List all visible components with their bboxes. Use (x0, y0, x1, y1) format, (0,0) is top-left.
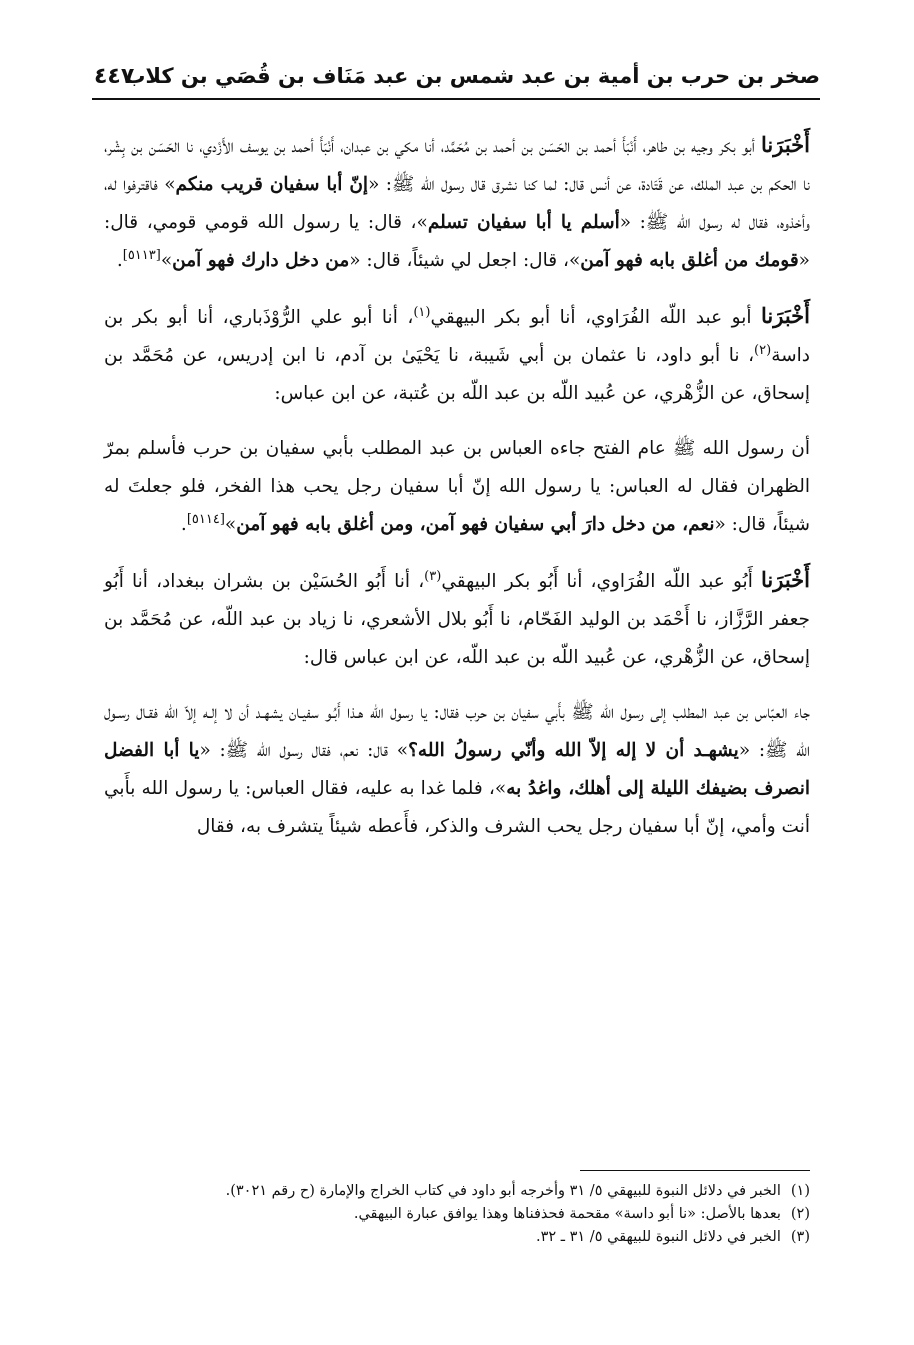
reference-marker: (٣) (424, 568, 442, 584)
reference-marker: [٥١١٣] (122, 247, 161, 263)
opening-keyword: أَخْبَرَنا (761, 132, 810, 157)
quoted-hadith-text: يشهـد أن لا إله إلاّ الله وأنّي رسولُ الله؟ (408, 740, 739, 761)
text-segment: أن رسول الله ﷺ عام الفتح جاءه العباس بن عبد المطلب بأبي سفيان بن حرب فأسلم بمرّ الظهران فقال له العباس: يا رسول الله إنّ أبا سفيان رجل يحب هذا الفخر، فلو جعلتَ له شيئاً، قال: « (104, 438, 810, 535)
text-segment: أبو بكر وجيه بن طاهر، أَنْبَأَ أحمد بن الحَسَن بن أحمد بن مُحَمَّد، أنا مكي بن عبدان، أَنْبَأَ أحمد بن يوسف الأَزْدي، نا الحَسَن بن بِشْر، نا الحكم بن عبد الملك، عن قَتَادة، عن أنس قال: لما كنا نشرق قال رسول الله ﷺ: « (104, 136, 810, 195)
paragraph (104, 561, 810, 677)
quoted-hadith-text: إنّ أبا سفيان قريب منكم (175, 174, 369, 195)
reference-marker: [٥١١٤] (186, 511, 225, 527)
text-segment: » قال: نعم، فقال رسول الله ﷺ: « (199, 740, 409, 761)
paragraph (104, 694, 810, 846)
paragraph (104, 430, 810, 544)
text-segment: أبو عبد اللّه الفُرَاوي، أنا أبو بكر البيهقي (430, 307, 761, 328)
reference-marker: (٢) (754, 342, 772, 358)
text-segment: »، قال: اجعل لي شيئاً، قال: « (349, 250, 581, 271)
reference-marker: (١) (413, 304, 431, 320)
paragraph (104, 126, 810, 280)
text-segment: » (160, 250, 173, 271)
footnote-number: (٢) (790, 1206, 810, 1222)
running-title: صخر بن حرب بن أمية بن عبد شمس بن عبد مَنَاف بن قُصَي بن كلاب (124, 64, 820, 88)
page-header (92, 58, 820, 100)
footnote-number: (٣) (790, 1229, 810, 1245)
text-segment: . (116, 250, 123, 271)
quoted-hadith-text: من دخل دارك فهو آمن (172, 250, 350, 271)
page-number: ٤٤٧ (94, 64, 135, 89)
main-text (104, 126, 810, 863)
text-segment: ، أنا أبو علي الرُّوْذَباري، أنا أبو بكر بن داسة (104, 307, 810, 366)
quoted-hadith-text: أسلم يا أبا سفيان تسلم (427, 212, 620, 233)
text-segment: أَبُو عبد اللّه الفُرَاوي، أنا أَبُو بكر البيهقي (441, 571, 762, 592)
footnote-text: الخبر في دلائل النبوة للبيهقي ٥/ ٣١ وأخرجه أبو داود في كتاب الخراج والإمارة (ح رقم ٣٠٢١). (225, 1183, 781, 1199)
text-segment: ، أنا أَبُو الحُسَيْن بن بشران ببغداد، أنا أَبُو جعفر الرَّزَّاز، نا أَحْمَد بن الوليد الفَحّام، نا أَبُو بلال الأشعري، نا زياد بن عبد اللّه، عن مُحَمَّد بن إسحاق، عن الزُّهْري، عن عُبيد اللّه بن عبد اللّه، عن ابن عباس قال: (104, 571, 810, 668)
text-segment: »، قال: يا رسول الله قومي قومي، قال: « (104, 212, 810, 271)
footnote-text: بعدها بالأصل: «نا أبو داسة» مقحمة فحذفناها وهذا يوافق عبارة البيهقي. (353, 1206, 781, 1222)
quoted-hadith-text: يا أبا الفضل انصرف بضيفك الليلة إلى أهلك، واغدُ به (104, 740, 810, 799)
text-segment: جاء العبّاس بن عبد المطلب إلى رسول الله ﷺ بأَبي سفيان بن حرب فقال: يا رسول الله هـذا أَبُـو سفيـان يشهـد أن لا إلـه إلاّ الله فقـال رسـول الله ﷺ: « (104, 702, 810, 761)
text-segment: »، فلما غدا به عليه، فقال العباس: يا رسول الله بأَبي أنت وأمي، إنّ أبا سفيان رجل يحب الشرف والذكر، فأَعطه شيئاً يتشرف به، فقال (104, 778, 810, 837)
text-segment: . (180, 514, 187, 535)
footnote-separator (580, 1170, 810, 1171)
opening-keyword: أَخْبَرَنا (761, 303, 810, 328)
footnote-number: (١) (790, 1183, 810, 1199)
text-segment: ، نا أبو داود، نا عثمان بن أبي شَيبة، نا يَحْيَىٰ بن آدم، نا ابن إدريس، عن مُحَمَّد بن إسحاق، عن الزُّهْري، عن عُبيد اللّه بن عبد اللّه بن عُتبة، عن ابن عباس: (104, 345, 810, 404)
footnote-text: الخبر في دلائل النبوة للبيهقي ٥/ ٣١ ـ ٣٢. (535, 1229, 781, 1245)
quoted-hadith-text: قومك من أغلق بابه فهو آمن (580, 250, 799, 271)
text-segment: » فاقترفوا له، وأخذوه، فقال له رسول الله ﷺ: « (104, 174, 810, 233)
footnotes (104, 1180, 810, 1249)
footnote (104, 1203, 810, 1226)
text-segment: » (224, 514, 237, 535)
quoted-hadith-text: نعم، من دخل دارَ أبي سفيان فهو آمن، ومن أغلق بابه فهو آمن (236, 514, 715, 535)
opening-keyword: أَخْبَرَنا (761, 567, 810, 592)
footnote (104, 1226, 810, 1249)
footnote (104, 1180, 810, 1203)
paragraph (104, 297, 810, 413)
